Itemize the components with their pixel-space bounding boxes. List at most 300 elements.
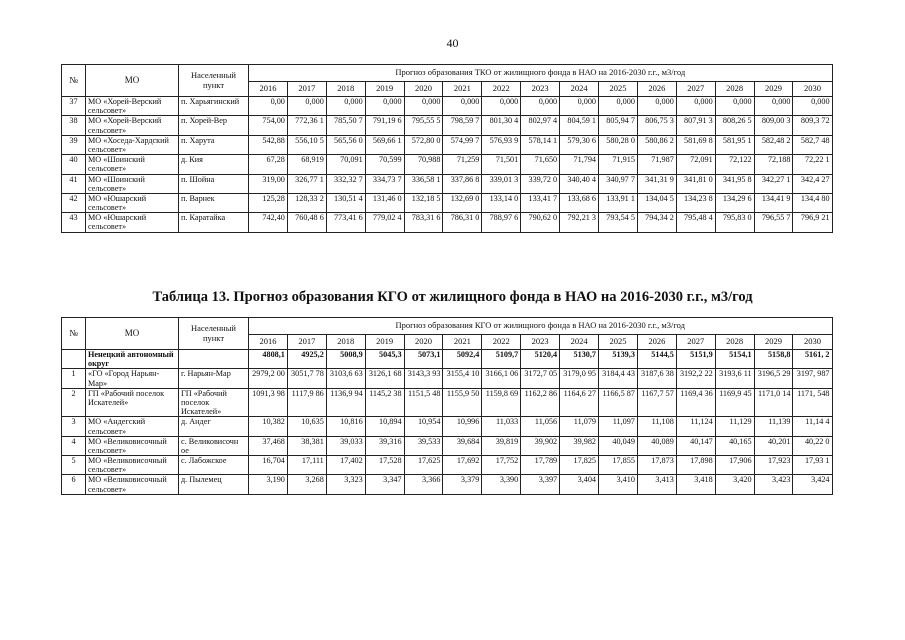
value-cell: 71,915 [599, 155, 638, 174]
value-cell: 3193,6 11 [715, 369, 754, 388]
value-cell: 1155,9 50 [443, 388, 482, 417]
value-cell: 1171, 548 [793, 388, 832, 417]
value-cell: 39,316 [365, 436, 404, 455]
value-cell: 3184,4 43 [599, 369, 638, 388]
year-header: 2023 [521, 335, 560, 350]
header-municipality: МО [86, 65, 179, 97]
value-cell: 67,28 [249, 155, 288, 174]
value-cell: 1171,0 14 [754, 388, 793, 417]
value-cell: 580,28 0 [599, 135, 638, 154]
municipality-cell: МО «Великовисочный сельсовет» [86, 456, 179, 475]
value-cell: 71,501 [482, 155, 521, 174]
value-cell: 39,819 [482, 436, 521, 455]
value-cell: 339,72 0 [521, 174, 560, 193]
year-header: 2024 [560, 82, 599, 97]
value-cell: 16,704 [249, 456, 288, 475]
value-cell: 5130,7 [560, 350, 599, 369]
value-cell: 319,00 [249, 174, 288, 193]
header-settlement: Населенный пункт [179, 318, 249, 350]
value-cell: 0,000 [443, 97, 482, 116]
value-cell: 807,91 3 [676, 116, 715, 135]
year-header: 2030 [793, 335, 832, 350]
row-number: 42 [62, 193, 86, 212]
value-cell: 125,28 [249, 193, 288, 212]
year-header: 2021 [443, 335, 482, 350]
value-cell: 40,049 [599, 436, 638, 455]
year-header: 2026 [637, 335, 676, 350]
header-forecast: Прогноз образования ТКО от жилищного фонда в НАО на 2016-2030 г.г., м3/год [249, 65, 833, 82]
year-header: 2025 [599, 335, 638, 350]
value-cell: 4925,2 [287, 350, 326, 369]
value-cell: 17,825 [560, 456, 599, 475]
value-cell: 134,41 9 [754, 193, 793, 212]
year-header: 2017 [287, 335, 326, 350]
year-header: 2023 [521, 82, 560, 97]
value-cell: 1145,2 38 [365, 388, 404, 417]
value-cell: 581,95 1 [715, 135, 754, 154]
value-cell: 790,62 0 [521, 213, 560, 232]
year-header: 2027 [676, 82, 715, 97]
value-cell: 0,000 [676, 97, 715, 116]
value-cell: 38,381 [287, 436, 326, 455]
value-cell: 3103,6 63 [326, 369, 365, 388]
value-cell: 133,68 6 [560, 193, 599, 212]
value-cell: 0,000 [715, 97, 754, 116]
value-cell: 39,533 [404, 436, 443, 455]
value-cell: 340,97 7 [599, 174, 638, 193]
value-cell: 70,091 [326, 155, 365, 174]
value-cell: 1162,2 86 [521, 388, 560, 417]
value-cell: 0,000 [521, 97, 560, 116]
year-header: 2020 [404, 335, 443, 350]
value-cell: 4808,1 [249, 350, 288, 369]
value-cell: 0,000 [637, 97, 676, 116]
value-cell: 785,50 7 [326, 116, 365, 135]
value-cell: 11,124 [676, 417, 715, 436]
value-cell: 17,625 [404, 456, 443, 475]
value-cell: 332,32 7 [326, 174, 365, 193]
value-cell: 71,794 [560, 155, 599, 174]
year-header: 2027 [676, 335, 715, 350]
value-cell: 796,9 21 [793, 213, 832, 232]
value-cell: 793,54 5 [599, 213, 638, 232]
value-cell: 802,97 4 [521, 116, 560, 135]
municipality-cell: «ГО «Город Нарьян-Мар» [86, 369, 179, 388]
settlement-cell: д. Пылемец [179, 475, 249, 494]
value-cell: 342,4 27 [793, 174, 832, 193]
value-cell: 133,91 1 [599, 193, 638, 212]
year-header: 2016 [249, 335, 288, 350]
value-cell: 3,268 [287, 475, 326, 494]
value-cell: 3166,1 06 [482, 369, 521, 388]
year-header: 2029 [754, 82, 793, 97]
table-row [62, 174, 833, 193]
header-number: № [62, 65, 86, 97]
value-cell: 5161, 2 [793, 350, 832, 369]
value-cell: 1159,8 69 [482, 388, 521, 417]
value-cell: 72,122 [715, 155, 754, 174]
value-cell: 71,650 [521, 155, 560, 174]
value-cell: 3,390 [482, 475, 521, 494]
value-cell: 342,27 1 [754, 174, 793, 193]
value-cell: 1167,7 57 [637, 388, 676, 417]
settlement-cell: п. Харута [179, 135, 249, 154]
settlement-cell: п. Варнек [179, 193, 249, 212]
value-cell: 0,000 [793, 97, 832, 116]
value-cell: 337,86 8 [443, 174, 482, 193]
value-cell: 0,000 [365, 97, 404, 116]
value-cell: 130,51 4 [326, 193, 365, 212]
value-cell: 542,88 [249, 135, 288, 154]
municipality-cell: ГП «Рабочий поселок Искателей» [86, 388, 179, 417]
value-cell: 134,04 5 [637, 193, 676, 212]
row-number: 5 [62, 456, 86, 475]
year-header: 2029 [754, 335, 793, 350]
table-row [62, 193, 833, 212]
value-cell: 70,599 [365, 155, 404, 174]
value-cell: 10,996 [443, 417, 482, 436]
value-cell: 3155,4 10 [443, 369, 482, 388]
value-cell: 11,056 [521, 417, 560, 436]
value-cell: 578,14 1 [521, 135, 560, 154]
value-cell: 71,259 [443, 155, 482, 174]
year-header: 2028 [715, 335, 754, 350]
year-header: 2021 [443, 82, 482, 97]
value-cell: 132,69 0 [443, 193, 482, 212]
value-cell: 17,111 [287, 456, 326, 475]
value-cell: 565,56 0 [326, 135, 365, 154]
value-cell: 1169,4 36 [676, 388, 715, 417]
value-cell: 754,00 [249, 116, 288, 135]
value-cell: 341,31 9 [637, 174, 676, 193]
value-cell: 134,4 80 [793, 193, 832, 212]
value-cell: 3,413 [637, 475, 676, 494]
value-cell: 772,36 1 [287, 116, 326, 135]
row-number: 3 [62, 417, 86, 436]
value-cell: 40,165 [715, 436, 754, 455]
year-header: 2019 [365, 82, 404, 97]
page-number: 40 [446, 36, 459, 50]
year-header: 2025 [599, 82, 638, 97]
row-number: 41 [62, 174, 86, 193]
value-cell: 40,147 [676, 436, 715, 455]
value-cell: 10,816 [326, 417, 365, 436]
value-cell: 0,000 [287, 97, 326, 116]
table-row [62, 475, 833, 494]
value-cell: 5092,4 [443, 350, 482, 369]
year-header: 2016 [249, 82, 288, 97]
value-cell: 783,31 6 [404, 213, 443, 232]
value-cell: 17,789 [521, 456, 560, 475]
settlement-cell: д. Андег [179, 417, 249, 436]
value-cell: 72,188 [754, 155, 793, 174]
settlement-cell: с. Лабожское [179, 456, 249, 475]
table-row [62, 369, 833, 388]
value-cell: 795,48 4 [676, 213, 715, 232]
value-cell: 10,894 [365, 417, 404, 436]
value-cell: 326,77 1 [287, 174, 326, 193]
value-cell: 131,46 0 [365, 193, 404, 212]
value-cell: 5045,3 [365, 350, 404, 369]
value-cell: 3,190 [249, 475, 288, 494]
value-cell: 39,902 [521, 436, 560, 455]
value-cell: 3,366 [404, 475, 443, 494]
row-number: 4 [62, 436, 86, 455]
value-cell: 5008,9 [326, 350, 365, 369]
value-cell: 3,323 [326, 475, 365, 494]
value-cell: 3051,7 78 [287, 369, 326, 388]
value-cell: 339,01 3 [482, 174, 521, 193]
settlement-cell: п. Каратайка [179, 213, 249, 232]
value-cell: 804,59 1 [560, 116, 599, 135]
value-cell: 796,55 7 [754, 213, 793, 232]
value-cell: 0,000 [404, 97, 443, 116]
settlement-cell: п. Харьягинский [179, 97, 249, 116]
value-cell: 17,923 [754, 456, 793, 475]
value-cell: 0,00 [249, 97, 288, 116]
value-cell: 3,404 [560, 475, 599, 494]
value-cell: 39,982 [560, 436, 599, 455]
value-cell: 17,873 [637, 456, 676, 475]
value-cell: 801,30 4 [482, 116, 521, 135]
value-cell: 582,7 48 [793, 135, 832, 154]
value-cell: 17,93 1 [793, 456, 832, 475]
table-row [62, 135, 833, 154]
value-cell: 788,97 6 [482, 213, 521, 232]
value-cell: 341,81 0 [676, 174, 715, 193]
value-cell: 582,48 2 [754, 135, 793, 154]
value-cell: 10,382 [249, 417, 288, 436]
value-cell: 805,94 7 [599, 116, 638, 135]
value-cell: 742,40 [249, 213, 288, 232]
municipality-cell: МО «Шоинский сельсовет» [86, 174, 179, 193]
header-number: № [62, 318, 86, 350]
value-cell: 11,108 [637, 417, 676, 436]
header-forecast: Прогноз образования КГО от жилищного фонда в НАО на 2016-2030 г.г., м3/год [249, 318, 833, 335]
row-number: 6 [62, 475, 86, 494]
value-cell: 5109,7 [482, 350, 521, 369]
settlement-cell: п. Хорей-Вер [179, 116, 249, 135]
value-cell: 5120,4 [521, 350, 560, 369]
value-cell: 1117,9 86 [287, 388, 326, 417]
settlement-cell: с. Великовисочн ое [179, 436, 249, 455]
value-cell: 3,418 [676, 475, 715, 494]
value-cell: 39,033 [326, 436, 365, 455]
value-cell: 17,402 [326, 456, 365, 475]
value-cell: 17,898 [676, 456, 715, 475]
value-cell: 786,31 0 [443, 213, 482, 232]
value-cell: 3179,0 95 [560, 369, 599, 388]
value-cell: 572,80 0 [404, 135, 443, 154]
value-cell: 3143,3 93 [404, 369, 443, 388]
value-cell: 133,14 0 [482, 193, 521, 212]
value-cell: 11,033 [482, 417, 521, 436]
value-cell: 569,66 1 [365, 135, 404, 154]
value-cell: 70,988 [404, 155, 443, 174]
value-cell: 760,48 6 [287, 213, 326, 232]
value-cell: 134,23 8 [676, 193, 715, 212]
value-cell: 1164,6 27 [560, 388, 599, 417]
value-cell: 3197, 987 [793, 369, 832, 388]
value-cell: 556,10 5 [287, 135, 326, 154]
value-cell: 0,000 [599, 97, 638, 116]
row-number: 39 [62, 135, 86, 154]
value-cell: 17,855 [599, 456, 638, 475]
row-number: 1 [62, 369, 86, 388]
value-cell: 17,906 [715, 456, 754, 475]
header-municipality: МО [86, 318, 179, 350]
value-cell: 11,097 [599, 417, 638, 436]
value-cell: 10,635 [287, 417, 326, 436]
year-header: 2030 [793, 82, 832, 97]
value-cell: 809,00 3 [754, 116, 793, 135]
value-cell: 72,091 [676, 155, 715, 174]
value-cell: 5158,8 [754, 350, 793, 369]
tko-forecast-table [61, 64, 833, 233]
settlement-cell: д. Кия [179, 155, 249, 174]
value-cell: 37,468 [249, 436, 288, 455]
year-header: 2028 [715, 82, 754, 97]
value-cell: 40,22 0 [793, 436, 832, 455]
row-number: 37 [62, 97, 86, 116]
municipality-cell: МО «Великовисочный сельсовет» [86, 436, 179, 455]
value-cell: 71,987 [637, 155, 676, 174]
year-header: 2017 [287, 82, 326, 97]
value-cell: 134,29 6 [715, 193, 754, 212]
value-cell: 336,58 1 [404, 174, 443, 193]
table-row [62, 116, 833, 135]
value-cell: 779,02 4 [365, 213, 404, 232]
year-header: 2019 [365, 335, 404, 350]
row-number: 40 [62, 155, 86, 174]
value-cell: 580,86 2 [637, 135, 676, 154]
municipality-cell: МО «Великовисочный сельсовет» [86, 475, 179, 494]
value-cell: 1151,5 48 [404, 388, 443, 417]
value-cell: 773,41 6 [326, 213, 365, 232]
value-cell: 11,079 [560, 417, 599, 436]
value-cell: 809,3 72 [793, 116, 832, 135]
value-cell: 3196,5 29 [754, 369, 793, 388]
kgo-forecast-table [61, 317, 833, 495]
row-number: 43 [62, 213, 86, 232]
year-header: 2026 [637, 82, 676, 97]
municipality-cell: МО «Андегский сельсовет» [86, 417, 179, 436]
value-cell: 11,129 [715, 417, 754, 436]
table-row [62, 213, 833, 232]
row-number [62, 350, 86, 369]
table-row [62, 97, 833, 116]
value-cell: 3,397 [521, 475, 560, 494]
value-cell: 1136,9 94 [326, 388, 365, 417]
year-header: 2022 [482, 335, 521, 350]
municipality-cell: МО «Хоседа-Хардский сельсовет» [86, 135, 179, 154]
table-row [62, 436, 833, 455]
row-number: 38 [62, 116, 86, 135]
table-row [62, 388, 833, 417]
value-cell: 3187,6 38 [637, 369, 676, 388]
value-cell: 40,201 [754, 436, 793, 455]
table-row [62, 456, 833, 475]
municipality-cell: МО «Шоинский сельсовет» [86, 155, 179, 174]
value-cell: 5144,5 [637, 350, 676, 369]
value-cell: 0,000 [560, 97, 599, 116]
value-cell: 3192,2 22 [676, 369, 715, 388]
value-cell: 133,41 7 [521, 193, 560, 212]
year-header: 2018 [326, 82, 365, 97]
year-header: 2018 [326, 335, 365, 350]
value-cell: 17,528 [365, 456, 404, 475]
value-cell: 5154,1 [715, 350, 754, 369]
value-cell: 1169,9 45 [715, 388, 754, 417]
value-cell: 5073,1 [404, 350, 443, 369]
value-cell: 3,424 [793, 475, 832, 494]
value-cell: 3,347 [365, 475, 404, 494]
value-cell: 3126,1 68 [365, 369, 404, 388]
year-header: 2022 [482, 82, 521, 97]
settlement-cell: г. Нарьян-Мар [179, 369, 249, 388]
settlement-cell [179, 350, 249, 369]
value-cell: 1166,5 87 [599, 388, 638, 417]
year-header: 2024 [560, 335, 599, 350]
settlement-cell: ГП «Рабочий поселок Искателей» [179, 388, 249, 417]
value-cell: 341,95 8 [715, 174, 754, 193]
table-row [62, 350, 833, 369]
value-cell: 40,089 [637, 436, 676, 455]
value-cell: 576,93 9 [482, 135, 521, 154]
value-cell: 579,30 6 [560, 135, 599, 154]
value-cell: 808,26 5 [715, 116, 754, 135]
value-cell: 72,22 1 [793, 155, 832, 174]
year-header: 2020 [404, 82, 443, 97]
value-cell: 3,420 [715, 475, 754, 494]
value-cell: 795,55 5 [404, 116, 443, 135]
value-cell: 132,18 5 [404, 193, 443, 212]
table-row [62, 417, 833, 436]
table13-title: Таблица 13. Прогноз образования КГО от жилищного фонда в НАО на 2016-2030 г.г., м3/год [152, 289, 753, 305]
value-cell: 3172,7 05 [521, 369, 560, 388]
value-cell: 17,752 [482, 456, 521, 475]
value-cell: 794,34 2 [637, 213, 676, 232]
row-number: 2 [62, 388, 86, 417]
value-cell: 1091,3 98 [249, 388, 288, 417]
header-settlement: Населенный пункт [179, 65, 249, 97]
value-cell: 791,19 6 [365, 116, 404, 135]
value-cell: 340,40 4 [560, 174, 599, 193]
municipality-cell: МО «Хорей-Верский сельсовет» [86, 97, 179, 116]
value-cell: 3,423 [754, 475, 793, 494]
value-cell: 5139,3 [599, 350, 638, 369]
value-cell: 574,99 7 [443, 135, 482, 154]
value-cell: 11,14 4 [793, 417, 832, 436]
value-cell: 581,69 8 [676, 135, 715, 154]
municipality-cell: МО «Хорей-Верский сельсовет» [86, 116, 179, 135]
settlement-cell: п. Шойна [179, 174, 249, 193]
value-cell: 5151,9 [676, 350, 715, 369]
value-cell: 0,000 [754, 97, 793, 116]
value-cell: 334,73 7 [365, 174, 404, 193]
value-cell: 11,139 [754, 417, 793, 436]
value-cell: 68,919 [287, 155, 326, 174]
value-cell: 792,21 3 [560, 213, 599, 232]
value-cell: 2979,2 00 [249, 369, 288, 388]
value-cell: 0,000 [482, 97, 521, 116]
value-cell: 798,59 7 [443, 116, 482, 135]
value-cell: 17,692 [443, 456, 482, 475]
value-cell: 128,33 2 [287, 193, 326, 212]
value-cell: 0,000 [326, 97, 365, 116]
value-cell: 795,83 0 [715, 213, 754, 232]
value-cell: 10,954 [404, 417, 443, 436]
